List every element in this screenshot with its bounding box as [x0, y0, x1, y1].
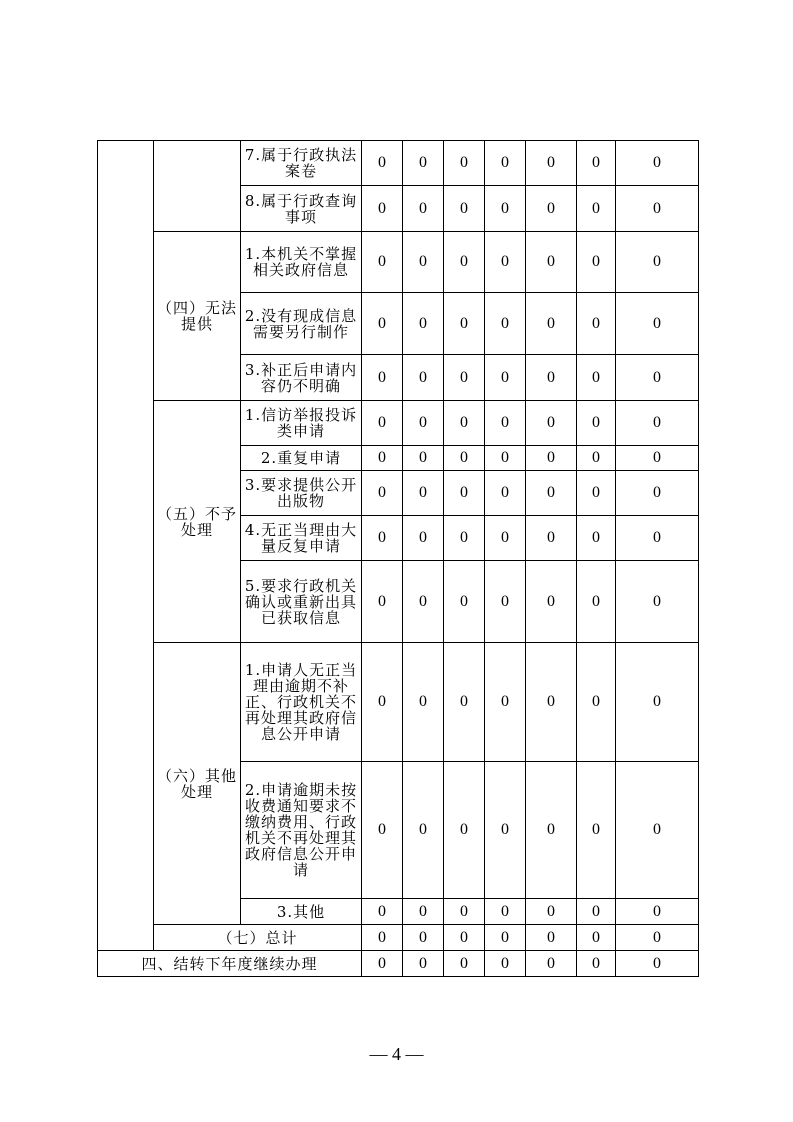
cell-value: 0 [616, 293, 699, 355]
cell-value: 0 [526, 141, 577, 186]
cell-value: 0 [526, 643, 577, 762]
row-label: 3.其他 [241, 899, 362, 925]
row-label: 2.没有现成信息需要另行制作 [241, 293, 362, 355]
cell-value: 0 [403, 899, 444, 925]
cell-value: 0 [403, 762, 444, 899]
cell-value: 0 [577, 561, 616, 643]
cell-value: 0 [485, 141, 526, 186]
row-label: 2.申请逾期未按收费通知要求不缴纳费用、行政机关不再处理其政府信息公开申请 [241, 762, 362, 899]
cell-value: 0 [444, 141, 485, 186]
cell-value: 0 [403, 232, 444, 293]
cell-value: 0 [485, 643, 526, 762]
cell-value: 0 [403, 186, 444, 232]
cell-value: 0 [616, 471, 699, 516]
cell-value: 0 [362, 643, 403, 762]
cell-value: 0 [577, 643, 616, 762]
cell-value: 0 [485, 232, 526, 293]
cell-value: 0 [577, 355, 616, 401]
cell-value: 0 [403, 951, 444, 977]
cell-value: 0 [616, 232, 699, 293]
statistics-table [97, 140, 699, 977]
cell-value: 0 [577, 762, 616, 899]
cell-value: 0 [485, 446, 526, 471]
group-label: （五）不予处理 [154, 401, 241, 643]
table-row [98, 643, 699, 762]
row-label: 5.要求行政机关确认或重新出具已获取信息 [241, 561, 362, 643]
cell-value: 0 [444, 925, 485, 951]
cell-value: 0 [444, 561, 485, 643]
cell-value: 0 [526, 762, 577, 899]
cell-value: 0 [616, 899, 699, 925]
table-row [98, 925, 699, 951]
cell-value: 0 [526, 446, 577, 471]
cell-value: 0 [362, 951, 403, 977]
cell-value: 0 [577, 951, 616, 977]
cell-value: 0 [485, 471, 526, 516]
cell-value: 0 [526, 186, 577, 232]
cell-value: 0 [362, 186, 403, 232]
cell-value: 0 [526, 516, 577, 561]
blank-group-cell [154, 141, 241, 232]
cell-value: 0 [485, 355, 526, 401]
cell-value: 0 [362, 561, 403, 643]
cell-value: 0 [403, 141, 444, 186]
row-label: 1.申请人无正当理由逾期不补正、行政机关不再处理其政府信息公开申请 [241, 643, 362, 762]
cell-value: 0 [526, 355, 577, 401]
cell-value: 0 [616, 355, 699, 401]
cell-value: 0 [485, 516, 526, 561]
cell-value: 0 [444, 446, 485, 471]
cell-value: 0 [577, 401, 616, 446]
cell-value: 0 [485, 951, 526, 977]
row-label: 7.属于行政执法案卷 [241, 141, 362, 186]
cell-value: 0 [577, 141, 616, 186]
cell-value: 0 [444, 232, 485, 293]
cell-value: 0 [362, 446, 403, 471]
cell-value: 0 [616, 516, 699, 561]
cell-value: 0 [485, 401, 526, 446]
table-row [98, 951, 699, 977]
cell-value: 0 [444, 471, 485, 516]
cell-value: 0 [577, 516, 616, 561]
cell-value: 0 [362, 401, 403, 446]
cell-value: 0 [526, 471, 577, 516]
cell-value: 0 [577, 925, 616, 951]
cell-value: 0 [444, 355, 485, 401]
cell-value: 0 [485, 762, 526, 899]
table-row [98, 141, 699, 186]
row-label: 2.重复申请 [241, 446, 362, 471]
row-label: 4.无正当理由大量反复申请 [241, 516, 362, 561]
cell-value: 0 [362, 471, 403, 516]
row-label: 1.本机关不掌握相关政府信息 [241, 232, 362, 293]
cell-value: 0 [444, 293, 485, 355]
cell-value: 0 [526, 401, 577, 446]
cell-value: 0 [577, 293, 616, 355]
table-row [98, 401, 699, 446]
cell-value: 0 [485, 186, 526, 232]
cell-value: 0 [362, 762, 403, 899]
cell-value: 0 [616, 561, 699, 643]
group-label: （六）其他处理 [154, 643, 241, 925]
cell-value: 0 [577, 446, 616, 471]
total-label: （七）总计 [154, 925, 362, 951]
cell-value: 0 [362, 516, 403, 561]
cell-value: 0 [526, 561, 577, 643]
cell-value: 0 [403, 643, 444, 762]
cell-value: 0 [577, 899, 616, 925]
cell-value: 0 [485, 925, 526, 951]
cell-value: 0 [362, 925, 403, 951]
cell-value: 0 [362, 355, 403, 401]
page-number: — 4 — [369, 1044, 424, 1064]
cell-value: 0 [577, 232, 616, 293]
cell-value: 0 [526, 232, 577, 293]
cell-value: 0 [403, 471, 444, 516]
cell-value: 0 [616, 401, 699, 446]
cell-value: 0 [485, 293, 526, 355]
cell-value: 0 [444, 401, 485, 446]
cell-value: 0 [403, 925, 444, 951]
cell-value: 0 [403, 401, 444, 446]
table-row [98, 232, 699, 293]
cell-value: 0 [403, 355, 444, 401]
cell-value: 0 [577, 186, 616, 232]
cell-value: 0 [526, 293, 577, 355]
cell-value: 0 [616, 951, 699, 977]
blank-outer-cell [98, 141, 154, 951]
group-label: （四）无法提供 [154, 232, 241, 401]
cell-value: 0 [444, 516, 485, 561]
cell-value: 0 [526, 951, 577, 977]
cell-value: 0 [616, 446, 699, 471]
row-label: 3.补正后申请内容仍不明确 [241, 355, 362, 401]
cell-value: 0 [485, 561, 526, 643]
row-label: 1.信访举报投诉类申请 [241, 401, 362, 446]
carryover-label: 四、结转下年度继续办理 [98, 951, 362, 977]
cell-value: 0 [485, 899, 526, 925]
cell-value: 0 [362, 899, 403, 925]
cell-value: 0 [403, 561, 444, 643]
row-label: 8.属于行政查询事项 [241, 186, 362, 232]
cell-value: 0 [616, 186, 699, 232]
cell-value: 0 [403, 293, 444, 355]
cell-value: 0 [444, 951, 485, 977]
cell-value: 0 [526, 899, 577, 925]
cell-value: 0 [444, 762, 485, 899]
cell-value: 0 [616, 141, 699, 186]
cell-value: 0 [403, 446, 444, 471]
cell-value: 0 [616, 643, 699, 762]
row-label: 3.要求提供公开出版物 [241, 471, 362, 516]
cell-value: 0 [616, 925, 699, 951]
cell-value: 0 [444, 186, 485, 232]
cell-value: 0 [362, 141, 403, 186]
cell-value: 0 [403, 516, 444, 561]
cell-value: 0 [526, 925, 577, 951]
cell-value: 0 [616, 762, 699, 899]
cell-value: 0 [444, 899, 485, 925]
cell-value: 0 [362, 293, 403, 355]
cell-value: 0 [362, 232, 403, 293]
cell-value: 0 [444, 643, 485, 762]
cell-value: 0 [577, 471, 616, 516]
